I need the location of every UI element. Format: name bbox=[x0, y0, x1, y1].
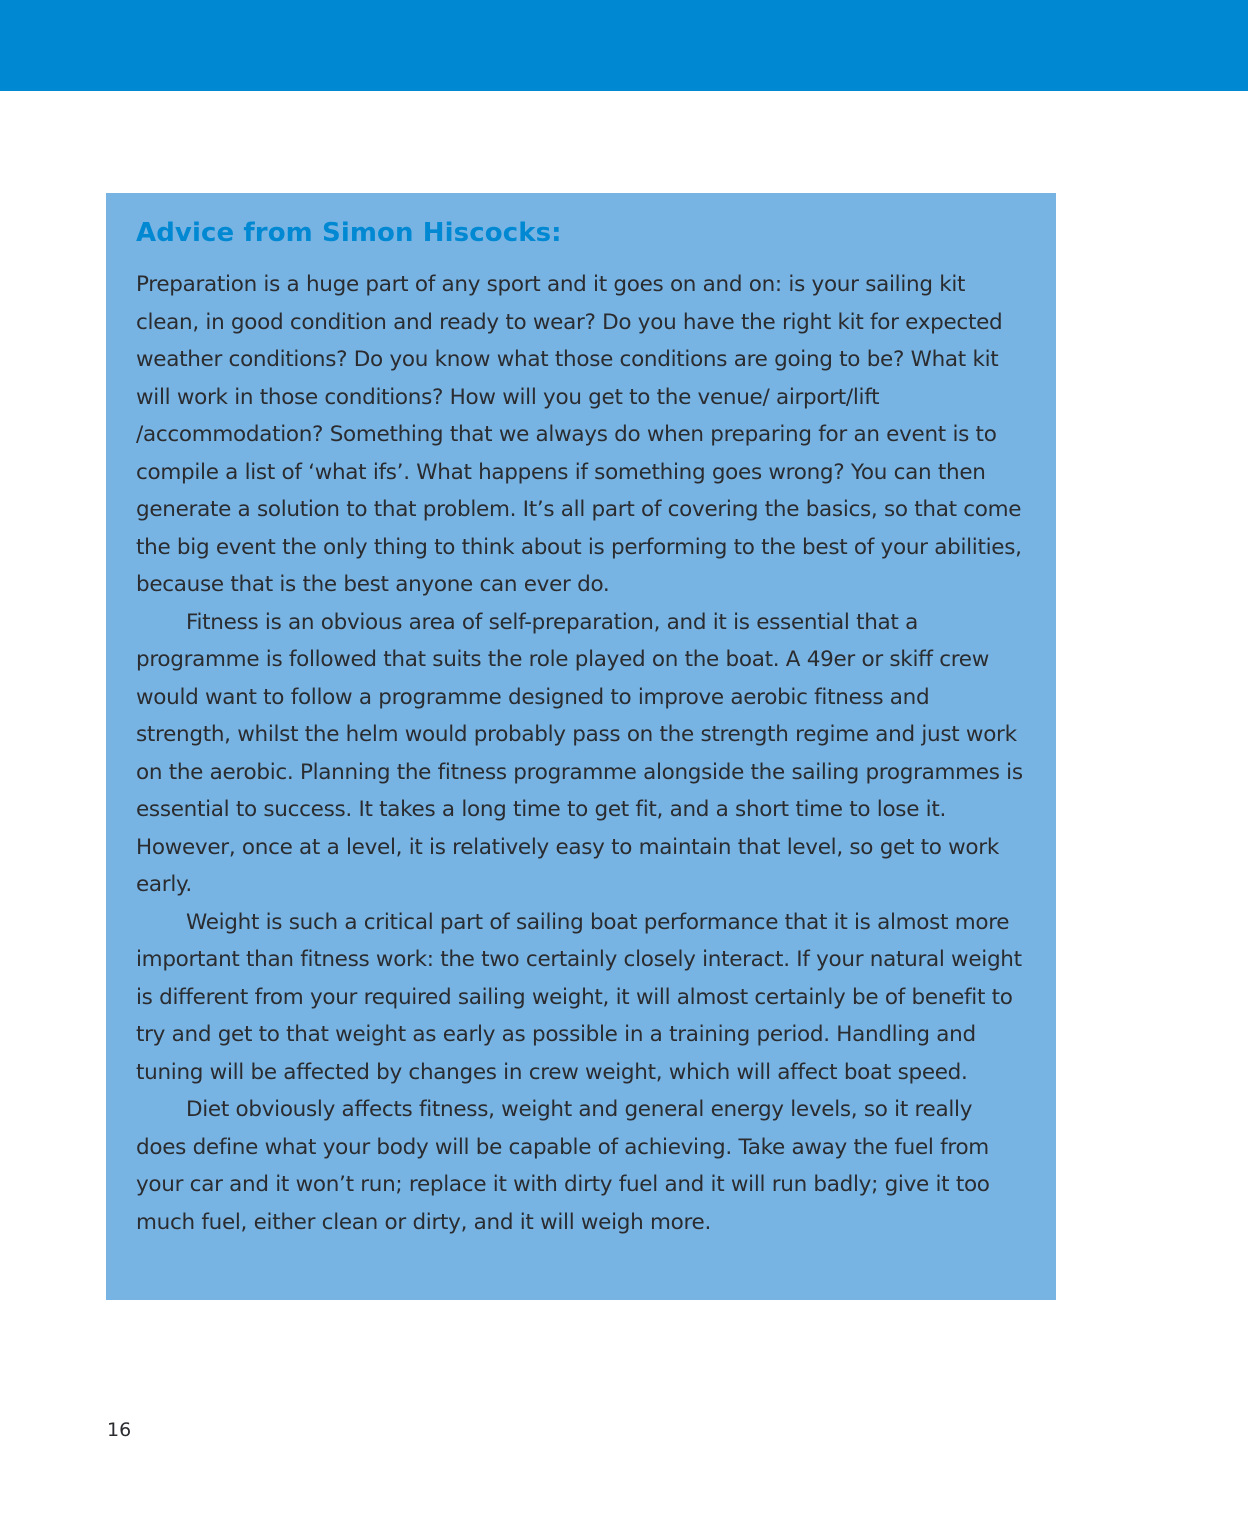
top-color-band bbox=[0, 0, 1248, 91]
advice-heading: Advice from Simon Hiscocks: bbox=[136, 218, 562, 248]
advice-paragraph-fitness: Fitness is an obvious area of self-preparation, and it is essential that a programme is followed that suits the role played on the boat. A 49er or skiff crew would want to follow a programme designed to improve aerobic fitness and strength, whilst the helm would probably pass on the strength regime and just work on the aerobic. Planning the fitness programme alongside the sailing programmes is essential to success. It takes a long time to get fit, and a short time to lose it. However, once at a level, it is relatively easy to maintain that level, so get to work early. bbox=[136, 609, 1023, 897]
advice-box bbox=[106, 193, 1056, 1300]
advice-paragraph-preparation: Preparation is a huge part of any sport and it goes on and on: is your sailing kit clean, in good condition and ready to wear? Do you have the right kit for expected weather conditions? Do you know what those conditions are going to be? What kit will work in those conditions? How will you get to the venue/ airport/lift /accommodation? Something that we always do when preparing for an event is to compile a list of ‘what ifs’. What happens if something goes wrong? You can then generate a solution to that problem. It’s all part of covering the basics, so that come the big event the only thing to think about is performing to the best of your abilities, because that is the best anyone can ever do. bbox=[136, 272, 1022, 597]
advice-paragraph-diet: Diet obviously affects fitness, weight and general energy levels, so it really does define what your body will be capable of achieving. Take away the fuel from your car and it won’t run; replace it with dirty fuel and it will run badly; give it too much fuel, either clean or dirty, and it will weigh more. bbox=[136, 1097, 990, 1235]
advice-paragraph-weight: Weight is such a critical part of sailing boat performance that it is almost more important than fitness work: the two certainly closely interact. If your natural weight is different from your required sailing weight, it will almost certainly be of benefit to try and get to that weight as early as possible in a training period. Handling and tuning will be affected by changes in crew weight, which will affect boat speed. bbox=[136, 909, 1022, 1085]
advice-body bbox=[136, 266, 1026, 1241]
page-number: 16 bbox=[107, 1419, 132, 1441]
